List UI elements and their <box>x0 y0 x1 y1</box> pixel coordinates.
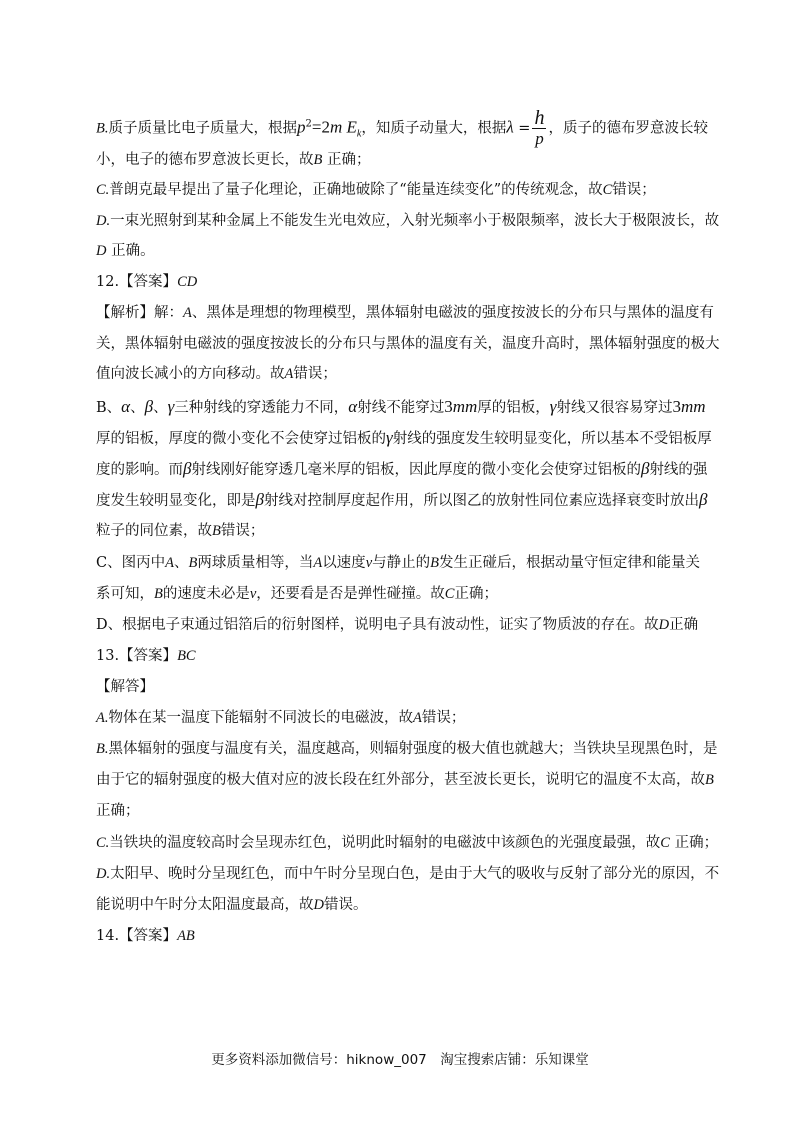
text-line <box>96 770 714 790</box>
text-line <box>96 864 720 884</box>
text-line <box>96 490 706 511</box>
text-line <box>96 397 706 418</box>
answer-value: BC <box>177 648 196 664</box>
math-symbol: p <box>296 117 306 137</box>
option-ref: B <box>188 555 198 571</box>
text-span: 当铁块的温度较高时会呈现赤红色，说明此时辐射的电磁波中该颜色的光强度最强，故 <box>109 835 661 851</box>
answer-heading <box>96 926 706 946</box>
text-line <box>96 801 706 821</box>
option-ref: C <box>602 182 613 198</box>
math-unit: mm <box>680 397 706 416</box>
text-span: C、图丙中 <box>96 555 166 571</box>
text-span: 厚的铝板， <box>477 400 550 416</box>
text-span: 14.【答案】 <box>96 928 178 944</box>
text-line <box>96 303 714 323</box>
math-symbol: 3 <box>444 397 453 416</box>
text-span: 黑体辐射的强度与温度有关，温度越高，则辐射强度的极大值也就越大；当铁块呈现黑色时，是 <box>108 741 718 757</box>
text-line <box>96 584 706 604</box>
option-ref: D <box>313 897 324 913</box>
text-line <box>96 428 712 449</box>
text-span: 、黑体是理想的物理模型，黑体辐射电磁波的强度按波长的分布只与黑体的温度有 <box>191 305 714 321</box>
text-line <box>96 708 706 728</box>
text-span: 由于它的辐射强度的极大值对应的波长段在红外部分，甚至波长更长，说明它的温度不太高，故 <box>96 772 705 788</box>
math-symbol: β <box>144 397 154 416</box>
text-span: 的速度未必是 <box>162 586 250 602</box>
text-span: D、根据电子束通过铝箔后的衍射图样，说明电子具有波动性，证实了物质波的存在。故 <box>96 617 659 633</box>
text-line <box>96 364 706 384</box>
math-superscript: 2 <box>305 118 312 130</box>
text-span: 错误； <box>421 710 466 726</box>
math-subscript: k <box>356 128 362 140</box>
text-line <box>96 833 719 853</box>
text-span: 、 <box>153 400 168 416</box>
math-unit: mm <box>452 397 478 416</box>
text-span: B、 <box>96 400 122 416</box>
option-ref: B <box>212 523 221 539</box>
answer-heading <box>96 272 706 292</box>
text-line <box>96 521 706 541</box>
text-span: 、 <box>173 555 189 571</box>
option-label: C. <box>96 835 110 851</box>
option-ref: C <box>660 835 670 851</box>
math-symbol: γ <box>549 397 557 416</box>
text-span: 物体在某一温度下能辐射不同波长的电磁波，故 <box>108 710 413 726</box>
option-ref: A <box>412 710 422 726</box>
math-symbol: m E <box>329 117 357 137</box>
math-symbol: β <box>183 459 192 478</box>
text-span: 质子质量比电子质量大，根据 <box>108 120 297 137</box>
text-span: 能说明中午时分太阳温度最高，故 <box>96 897 314 913</box>
text-span: ，还要看是否是弹性碰撞。故 <box>256 586 445 602</box>
answer-value: AB <box>177 928 195 944</box>
text-line <box>96 108 706 149</box>
text-span: 射线对控制厚度起作用，所以图乙的放射性同位素应选择衰变时放出 <box>263 493 699 509</box>
option-ref: A <box>165 555 174 571</box>
math-symbol: β <box>640 459 650 478</box>
text-span: 错误； <box>612 182 656 198</box>
math-symbol: γ <box>167 397 175 416</box>
text-span: 值向波长减小的方向移动。故 <box>96 366 285 382</box>
text-span: 正确 <box>669 617 699 633</box>
option-ref: B <box>430 555 439 571</box>
text-span: 正确； <box>454 586 498 602</box>
text-span: 射线的强度发生较明显变化，所以基本不受铝板厚 <box>392 431 712 447</box>
option-ref: D <box>96 243 107 259</box>
math-symbol: γ <box>386 428 393 447</box>
option-ref: B <box>705 772 714 788</box>
text-span: 系可知， <box>96 586 154 602</box>
math-symbol: α <box>348 397 358 416</box>
text-span: 粒子的同位素，故 <box>96 523 212 539</box>
text-span: 、 <box>130 400 145 416</box>
text-line <box>96 334 720 354</box>
text-span: 【解析】解： <box>96 305 183 321</box>
option-ref: A <box>284 366 294 382</box>
text-span: 射线的强 <box>649 462 708 478</box>
math-symbol: v <box>365 555 373 571</box>
fraction-numerator: h <box>534 107 545 129</box>
option-label: D. <box>96 213 111 229</box>
text-line <box>96 150 706 170</box>
math-symbol: =2 <box>311 117 330 137</box>
option-label: B. <box>96 120 109 137</box>
text-span: 以速度 <box>322 555 366 571</box>
option-label: B. <box>96 741 109 757</box>
option-label: A. <box>96 710 109 726</box>
text-span: 【解答】 <box>96 679 154 695</box>
math-symbol: β <box>698 490 708 509</box>
text-span: 射线刚好能穿透几毫米厚的铝板，因此厚度的微小变化会使穿过铝板的 <box>191 462 641 478</box>
text-span: 射线又很容易穿过 <box>556 400 673 416</box>
text-span: 正确； <box>322 152 371 168</box>
text-span: 厚的铝板，厚度的微小变化不会使穿过铝板的 <box>96 431 386 447</box>
option-ref: A <box>313 555 323 571</box>
text-span: 发生正碰后，根据动量守恒定律和能量关 <box>438 555 700 571</box>
text-span: 两球质量相等，当 <box>197 555 314 571</box>
math-symbol: α <box>121 397 131 416</box>
text-span: 与静止的 <box>372 555 431 571</box>
text-line <box>96 180 706 200</box>
option-ref: B <box>154 586 163 602</box>
text-span: 关，黑体辐射电磁波的强度按波长的分布只与黑体的温度有关，温度升高时，黑体辐射强度的极大 <box>96 336 720 352</box>
option-ref: D <box>658 617 670 633</box>
text-span: 普朗克最早提出了量子化理论，正确地破除了“能量连续变化”的传统观念，故 <box>109 182 603 198</box>
text-span: 射线不能穿过 <box>357 400 445 416</box>
option-label: D. <box>96 866 111 882</box>
text-span: = <box>513 120 531 137</box>
option-ref: A <box>183 305 192 321</box>
option-ref: B <box>313 152 323 168</box>
page-footer: 更多资料添加微信号：hiknow_007 淘宝搜索店铺：乐知课堂 <box>211 1052 589 1068</box>
text-span: 度的影响。而 <box>96 462 183 478</box>
option-ref: C <box>444 586 455 602</box>
text-span: 正确； <box>669 835 719 851</box>
text-line <box>96 459 706 480</box>
option-label: C. <box>96 182 110 198</box>
text-span: 正确； <box>96 803 140 819</box>
text-span: 一束光照射到某种金属上不能发生光电效应，入射光频率小于极限频率，波长大于极限波长，故 <box>110 213 720 229</box>
text-span: ，质子的德布罗意波长较 <box>548 120 708 137</box>
text-span: 12.【答案】 <box>96 274 178 290</box>
text-line <box>96 615 706 635</box>
text-line <box>96 895 706 915</box>
text-span: 13.【答案】 <box>96 648 178 664</box>
text-span: 错误。 <box>323 897 368 913</box>
text-span: 小，电子的德布罗意波长更长，故 <box>96 152 314 168</box>
text-span: 正确。 <box>106 243 155 259</box>
text-span: 三种射线的穿透能力不同， <box>174 400 349 416</box>
math-symbol: v <box>249 586 257 602</box>
fraction-denominator: p <box>535 129 544 148</box>
answer-heading <box>96 646 706 666</box>
answer-value: CD <box>177 274 198 290</box>
text-span: 太阳早、晚时分呈现红色，而中午时分呈现白色，是由于大气的吸收与反射了部分光的原因，不 <box>110 866 720 882</box>
text-line <box>96 241 706 261</box>
text-span: ，知质子动量大，根据 <box>361 120 507 137</box>
text-line <box>96 739 718 759</box>
text-line <box>96 677 706 697</box>
text-span: 错误； <box>220 523 265 539</box>
math-symbol: 3 <box>672 397 681 416</box>
text-span: 错误； <box>293 366 337 382</box>
fraction <box>532 108 546 149</box>
text-line <box>96 553 706 573</box>
math-symbol: β <box>255 490 264 509</box>
text-span: 度发生较明显变化，即是 <box>96 493 256 509</box>
math-symbol: λ <box>506 117 514 137</box>
text-line <box>96 211 720 231</box>
